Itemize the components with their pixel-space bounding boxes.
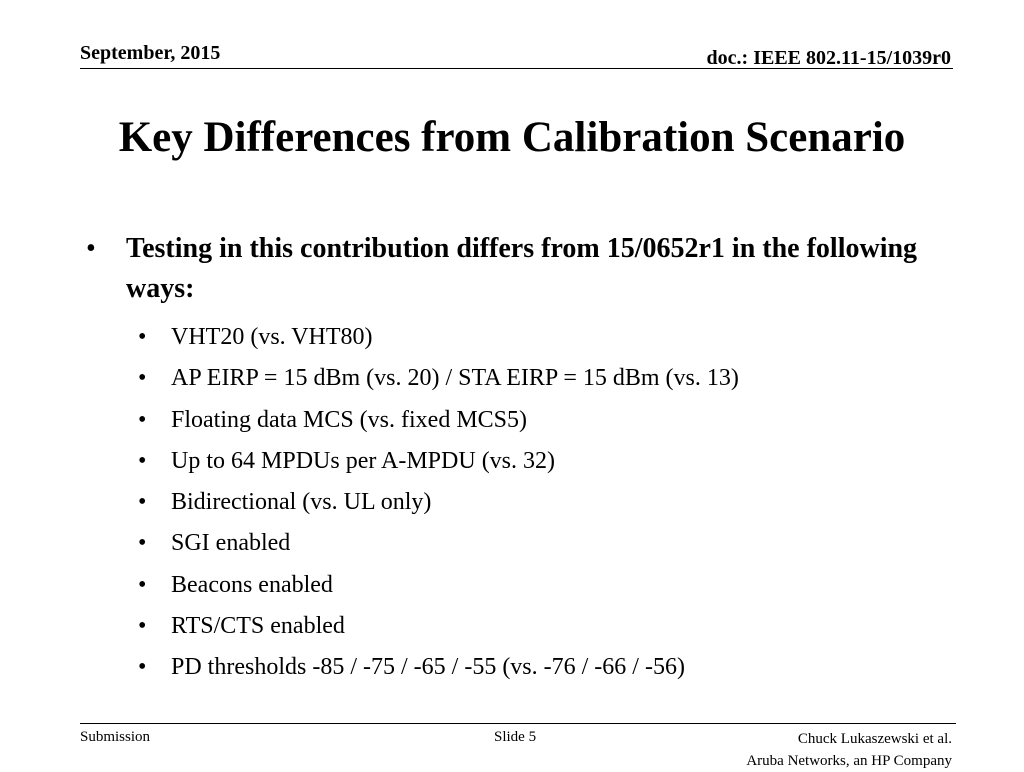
footer-author-name: Chuck Lukaszewski et al. <box>797 731 952 747</box>
header-date: September, 2015 <box>80 42 221 64</box>
sub-bullet-text: AP EIRP = 15 dBm (vs. 20) / STA EIRP = 15 dBm (vs. 13) <box>171 365 739 392</box>
sub-bullet-list <box>84 317 944 689</box>
bullet-dot-icon: • <box>138 324 147 350</box>
sub-bullet-text: RTS/CTS enabled <box>171 613 345 640</box>
bullet-dot-icon: • <box>138 530 147 557</box>
sub-bullet-item <box>84 400 944 441</box>
sub-bullet-text: Bidirectional (vs. UL only) <box>171 489 432 516</box>
main-bullet <box>84 229 944 309</box>
sub-bullet-item <box>84 482 944 523</box>
slide-title: Key Differences from Calibration Scenario <box>118 114 906 161</box>
sub-bullet-item <box>84 647 944 688</box>
bullet-dot-icon: • <box>138 447 147 474</box>
header-doc-id: doc.: IEEE 802.11-15/1039r0 <box>706 47 951 69</box>
sub-bullet-item <box>84 358 944 399</box>
slide-content <box>84 229 944 689</box>
sub-bullet-item <box>84 606 944 647</box>
sub-bullet-text: PD thresholds -85 / -75 / -65 / -55 (vs. -76 / -66 / -56) <box>171 654 685 681</box>
sub-bullet-text: SGI enabled <box>171 530 291 557</box>
sub-bullet-text: Beacons enabled <box>171 571 333 598</box>
sub-bullet-item <box>84 565 944 606</box>
bullet-dot-icon: • <box>86 233 96 264</box>
footer-slide-number: Slide 5 <box>494 729 537 745</box>
sub-bullet-item <box>84 317 944 358</box>
bullet-dot-icon: • <box>138 571 147 598</box>
bullet-dot-icon: • <box>138 489 147 516</box>
main-bullet-text: Testing in this contribution differs from 15/0652r1 in the following ways: <box>126 233 918 304</box>
footer-divider <box>80 723 956 724</box>
sub-bullet-item <box>84 523 944 564</box>
sub-bullet-text: Up to 64 MPDUs per A-MPDU (vs. 32) <box>171 447 556 474</box>
sub-bullet-text: Floating data MCS (vs. fixed MCS5) <box>171 406 528 433</box>
header-divider <box>80 68 953 69</box>
bullet-dot-icon: • <box>138 654 147 681</box>
bullet-dot-icon: • <box>138 365 147 392</box>
footer-author <box>746 728 952 772</box>
bullet-dot-icon: • <box>138 406 147 433</box>
bullet-dot-icon: • <box>138 613 147 640</box>
sub-bullet-text: VHT20 (vs. VHT80) <box>171 324 373 350</box>
footer-submission: Submission <box>80 729 151 745</box>
footer-author-company: Aruba Networks, an HP Company <box>746 753 952 769</box>
sub-bullet-item <box>84 441 944 482</box>
